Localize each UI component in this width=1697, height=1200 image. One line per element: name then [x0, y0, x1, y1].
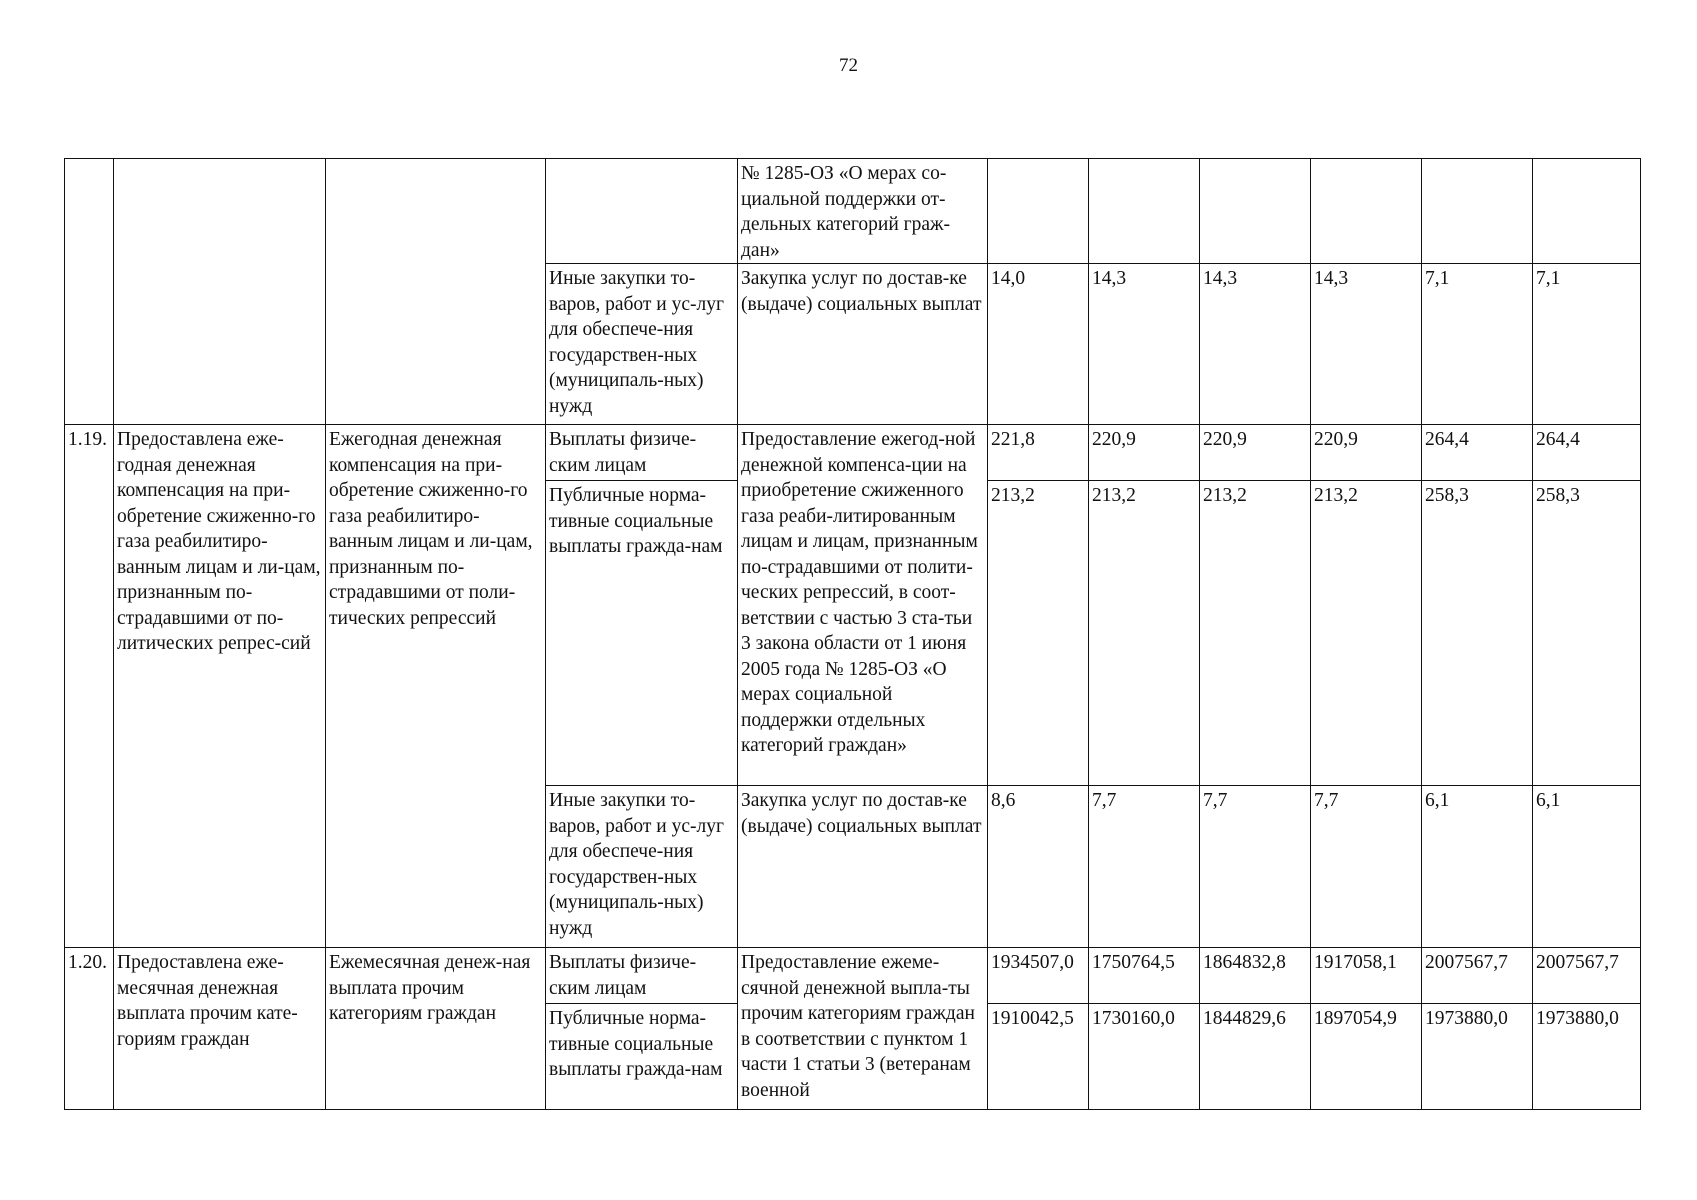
value-cell: 1973880,0: [1533, 1004, 1641, 1110]
expense-type-cell: Публичные норма-тивные социальные выплаты гражда-нам: [546, 481, 738, 786]
budget-table: [64, 158, 1641, 1110]
value-cell: 221,8: [988, 425, 1089, 481]
value-cell: 14,3: [1200, 264, 1311, 425]
value-cell: 220,9: [1089, 425, 1200, 481]
value-cell: 213,2: [988, 481, 1089, 786]
code-cell: [65, 159, 114, 425]
value-cell: 14,3: [1311, 264, 1422, 425]
measure-cell: Ежемесячная денеж-ная выплата прочим категориям граждан: [326, 948, 546, 1110]
value-cell: 1750764,5: [1089, 948, 1200, 1004]
value-cell: 264,4: [1533, 425, 1641, 481]
value-cell: [1422, 159, 1533, 264]
value-cell: 264,4: [1422, 425, 1533, 481]
value-cell: 220,9: [1200, 425, 1311, 481]
value-cell: 6,1: [1422, 786, 1533, 948]
value-cell: 14,0: [988, 264, 1089, 425]
expense-type-cell: Иные закупки то-варов, работ и ус-луг для обеспече-ния государствен-ных (муниципаль-ных) нужд: [546, 264, 738, 425]
description-cell: Предоставление ежегод-ной денежной компенса-ции на приобретение сжиженного газа реаби-литированным лицам и лицам, признанным по-страдавшими от полити-ческих репрессий, в соот-ветствии с частью 3 ста-тьи 3 закона области от 1 июня 2005 года № 1285-ОЗ «О мерах социальной поддержки отдельных категорий граждан»: [738, 425, 988, 786]
value-cell: 258,3: [1533, 481, 1641, 786]
value-cell: 8,6: [988, 786, 1089, 948]
expense-type-cell: Выплаты физиче-ским лицам: [546, 948, 738, 1004]
measure-cell: [326, 159, 546, 425]
value-cell: [988, 159, 1089, 264]
value-cell: 7,1: [1533, 264, 1641, 425]
value-cell: 1897054,9: [1311, 1004, 1422, 1110]
table-row: [65, 425, 1641, 481]
expense-type-cell: [546, 159, 738, 264]
table-row: [65, 948, 1641, 1004]
value-cell: 7,7: [1089, 786, 1200, 948]
result-cell: [114, 159, 326, 425]
value-cell: [1311, 159, 1422, 264]
value-cell: 1934507,0: [988, 948, 1089, 1004]
description-cell: Предоставление ежеме-сячной денежной выпла-ты прочим категориям граждан в соответствии с пунктом 1 части 1 статьи 3 (ветеранам военной: [738, 948, 988, 1110]
expense-type-cell: Выплаты физиче-ским лицам: [546, 425, 738, 481]
value-cell: 213,2: [1311, 481, 1422, 786]
value-cell: 213,2: [1200, 481, 1311, 786]
page-number: 72: [839, 55, 858, 76]
description-cell: Закупка услуг по достав-ке (выдаче) социальных выплат: [738, 786, 988, 948]
value-cell: 1917058,1: [1311, 948, 1422, 1004]
value-cell: 258,3: [1422, 481, 1533, 786]
table-row: [65, 159, 1641, 264]
value-cell: [1533, 159, 1641, 264]
value-cell: 1973880,0: [1422, 1004, 1533, 1110]
row-code: 1.19.: [65, 425, 114, 948]
expense-type-cell: Публичные норма-тивные социальные выплаты гражда-нам: [546, 1004, 738, 1110]
result-cell: Предоставлена еже-месячная денежная выплата прочим кате-гориям граждан: [114, 948, 326, 1110]
expense-type-cell: Иные закупки то-варов, работ и ус-луг для обеспече-ния государствен-ных (муниципаль-ных) нужд: [546, 786, 738, 948]
value-cell: 220,9: [1311, 425, 1422, 481]
value-cell: [1089, 159, 1200, 264]
description-cell: № 1285-ОЗ «О мерах со-циальной поддержки от-дельных категорий граж-дан»: [738, 159, 988, 264]
value-cell: 2007567,7: [1533, 948, 1641, 1004]
value-cell: 6,1: [1533, 786, 1641, 948]
value-cell: 7,7: [1311, 786, 1422, 948]
row-code: 1.20.: [65, 948, 114, 1110]
value-cell: 213,2: [1089, 481, 1200, 786]
value-cell: 7,1: [1422, 264, 1533, 425]
measure-cell: Ежегодная денежная компенсация на при-обретение сжиженно-го газа реабилитиро-ванным лицам и ли-цам, признанным по-страдавшими от поли-тических репрессий: [326, 425, 546, 948]
value-cell: 1864832,8: [1200, 948, 1311, 1004]
value-cell: 1844829,6: [1200, 1004, 1311, 1110]
value-cell: 7,7: [1200, 786, 1311, 948]
value-cell: 1730160,0: [1089, 1004, 1200, 1110]
value-cell: 1910042,5: [988, 1004, 1089, 1110]
value-cell: 2007567,7: [1422, 948, 1533, 1004]
description-cell: Закупка услуг по достав-ке (выдаче) социальных выплат: [738, 264, 988, 425]
value-cell: 14,3: [1089, 264, 1200, 425]
value-cell: [1200, 159, 1311, 264]
result-cell: Предоставлена еже-годная денежная компенсация на при-обретение сжиженно-го газа реабилитиро-ванным лицам и ли-цам, признанным по-страдавшими от по-литических репрес-сий: [114, 425, 326, 948]
